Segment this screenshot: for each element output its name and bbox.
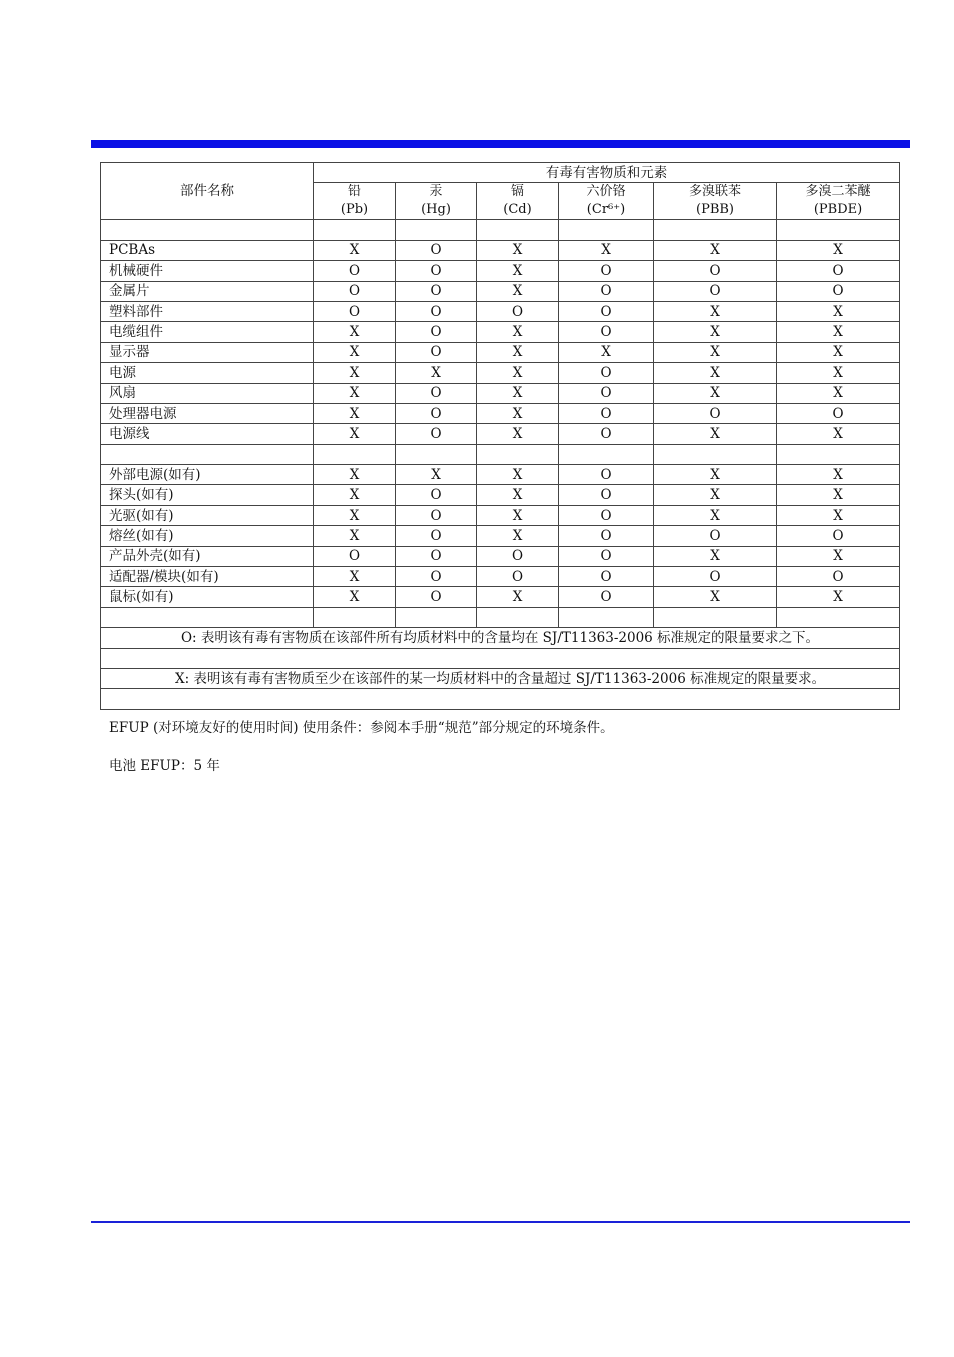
empty-cell — [314, 220, 396, 240]
substance-symbol: (PBB) — [696, 202, 734, 218]
substance-mark: X — [477, 505, 559, 525]
substance-mark: X — [654, 363, 777, 383]
table-row — [101, 240, 900, 260]
empty-cell — [101, 444, 314, 464]
o-legend: O: 表明该有毒有害物质在该部件所有均质材料中的含量均在 SJ/T11363-2006 标准规定的限量要求之下。 — [101, 628, 900, 648]
empty-cell — [101, 648, 900, 668]
substance-mark: X — [654, 424, 777, 444]
part-name: 外部电源(如有) — [101, 465, 314, 485]
empty-cell — [777, 220, 900, 240]
table-row — [101, 505, 900, 525]
substance-symbol: (PBDE) — [813, 202, 863, 218]
substance-mark: O — [477, 301, 559, 321]
substance-mark: O — [314, 546, 396, 566]
substance-mark: X — [777, 383, 900, 403]
substance-mark: X — [559, 240, 654, 260]
x-legend: X: 表明该有毒有害物质至少在该部件的某一均质材料中的含量超过 SJ/T11363-2006 标准规定的限量要求。 — [101, 668, 900, 688]
empty-cell — [396, 220, 477, 240]
part-name: 探头(如有) — [101, 485, 314, 505]
substance-mark: O — [396, 567, 477, 587]
substance-mark: O — [559, 546, 654, 566]
part-name: 处理器电源 — [101, 403, 314, 423]
substance-mark: X — [777, 485, 900, 505]
substance-mark: X — [777, 363, 900, 383]
substance-name: 多溴联苯 — [688, 184, 741, 200]
substance-mark: X — [477, 383, 559, 403]
header-rule — [91, 140, 910, 148]
substance-mark: O — [559, 322, 654, 342]
substance-mark: O — [777, 526, 900, 546]
substance-mark: X — [777, 546, 900, 566]
empty-cell — [654, 607, 777, 627]
substance-mark: X — [654, 587, 777, 607]
spacer-row — [101, 220, 900, 240]
table-row — [101, 424, 900, 444]
substance-mark: O — [654, 526, 777, 546]
substance-name: 铅 — [347, 184, 361, 200]
substance-mark: X — [777, 240, 900, 260]
substance-mark: O — [396, 403, 477, 423]
substance-mark: X — [777, 301, 900, 321]
substance-symbol: (Pb) — [340, 202, 369, 218]
substance-mark: X — [777, 342, 900, 362]
empty-cell — [101, 607, 314, 627]
substance-header — [777, 183, 900, 220]
substance-mark: O — [396, 240, 477, 260]
substance-mark: X — [559, 342, 654, 362]
part-name: 风扇 — [101, 383, 314, 403]
header-row — [101, 163, 900, 183]
substance-mark: X — [654, 546, 777, 566]
substance-mark: O — [559, 281, 654, 301]
table-row — [101, 383, 900, 403]
substance-mark: O — [559, 424, 654, 444]
substance-mark: O — [777, 281, 900, 301]
substance-mark: X — [314, 240, 396, 260]
table-row — [101, 342, 900, 362]
spacer-row — [101, 607, 900, 627]
battery-efup: 电池 EFUP：5 年 — [109, 758, 220, 774]
part-name: 鼠标(如有) — [101, 587, 314, 607]
substance-mark: X — [396, 465, 477, 485]
empty-cell — [396, 444, 477, 464]
substance-mark: X — [654, 505, 777, 525]
efup-note: EFUP (对环境友好的使用时间) 使用条件：参阅本手册“规范”部分规定的环境条件。 — [109, 720, 614, 736]
substance-header — [559, 183, 654, 220]
substance-symbol: (Hg) — [421, 202, 451, 218]
part-name: 电缆组件 — [101, 322, 314, 342]
table-row — [101, 567, 900, 587]
empty-cell — [559, 444, 654, 464]
substance-mark: O — [396, 587, 477, 607]
o-legend-row — [101, 628, 900, 648]
substance-mark: O — [559, 261, 654, 281]
substance-mark: O — [314, 281, 396, 301]
part-name: 产品外壳(如有) — [101, 546, 314, 566]
substance-mark: X — [654, 485, 777, 505]
spacer-row — [101, 444, 900, 464]
part-name: 机械硬件 — [101, 261, 314, 281]
substance-symbol: (Cr⁶⁺) — [586, 202, 626, 218]
part-name: 熔丝(如有) — [101, 526, 314, 546]
substance-header — [477, 183, 559, 220]
substance-mark: X — [477, 587, 559, 607]
part-name: PCBAs — [101, 240, 314, 260]
hazardous-substances-table — [100, 162, 900, 710]
substance-mark: X — [477, 465, 559, 485]
empty-cell — [477, 220, 559, 240]
substance-header — [654, 183, 777, 220]
substance-mark: O — [654, 403, 777, 423]
substance-mark: X — [314, 485, 396, 505]
part-name: 适配器/模块(如有) — [101, 567, 314, 587]
substance-mark: X — [314, 465, 396, 485]
substance-mark: O — [559, 505, 654, 525]
substance-name: 六价铬 — [586, 184, 626, 200]
table-row — [101, 546, 900, 566]
substance-mark: X — [396, 363, 477, 383]
substance-mark: O — [396, 424, 477, 444]
substance-mark: O — [396, 322, 477, 342]
table-row — [101, 485, 900, 505]
substance-mark: X — [314, 403, 396, 423]
substance-name: 镉 — [510, 184, 524, 200]
substance-mark: X — [314, 363, 396, 383]
substance-mark: X — [654, 383, 777, 403]
substance-mark: X — [314, 383, 396, 403]
empty-cell — [314, 607, 396, 627]
substance-mark: X — [477, 485, 559, 505]
part-name: 电源线 — [101, 424, 314, 444]
substance-name: 多溴二苯醚 — [805, 184, 871, 200]
substance-mark: O — [654, 567, 777, 587]
substance-mark: O — [559, 363, 654, 383]
substance-mark: X — [654, 342, 777, 362]
empty-cell — [101, 689, 900, 709]
part-name: 金属片 — [101, 281, 314, 301]
substance-mark: X — [777, 465, 900, 485]
substance-mark: X — [477, 281, 559, 301]
table-row — [101, 301, 900, 321]
part-name: 显示器 — [101, 342, 314, 362]
substance-mark: X — [654, 322, 777, 342]
substance-mark: X — [777, 587, 900, 607]
substance-mark: O — [396, 546, 477, 566]
substance-symbol: (Cd) — [503, 202, 532, 218]
substance-mark: X — [777, 424, 900, 444]
substance-mark: O — [314, 261, 396, 281]
empty-cell — [654, 220, 777, 240]
substance-mark: O — [777, 403, 900, 423]
substance-mark: O — [559, 301, 654, 321]
substance-mark: X — [654, 301, 777, 321]
substance-mark: O — [559, 567, 654, 587]
substance-mark: O — [396, 383, 477, 403]
table-row — [101, 261, 900, 281]
empty-cell — [654, 444, 777, 464]
substance-mark: X — [314, 342, 396, 362]
substance-mark: X — [477, 240, 559, 260]
substance-mark: X — [314, 424, 396, 444]
substance-mark: O — [396, 342, 477, 362]
substance-mark: O — [314, 301, 396, 321]
empty-cell — [477, 607, 559, 627]
substance-mark: X — [477, 261, 559, 281]
substance-name: 汞 — [429, 184, 443, 200]
substance-mark: O — [777, 567, 900, 587]
substance-mark: O — [559, 383, 654, 403]
substance-mark: X — [314, 505, 396, 525]
substance-mark: X — [777, 322, 900, 342]
substance-mark: X — [314, 567, 396, 587]
substance-header — [314, 183, 396, 220]
substance-mark: O — [559, 587, 654, 607]
substance-mark: O — [396, 281, 477, 301]
substance-header — [396, 183, 477, 220]
substance-mark: O — [396, 261, 477, 281]
substance-group-header: 有毒有害物质和元素 — [314, 163, 900, 183]
substance-mark: O — [396, 505, 477, 525]
substance-mark: O — [396, 485, 477, 505]
empty-cell — [777, 607, 900, 627]
table-row — [101, 322, 900, 342]
part-name: 塑料部件 — [101, 301, 314, 321]
table-row — [101, 526, 900, 546]
table-row — [101, 587, 900, 607]
substance-mark: X — [777, 505, 900, 525]
empty-cell — [314, 444, 396, 464]
table-row — [101, 363, 900, 383]
spacer-row — [101, 689, 900, 709]
substance-mark: X — [654, 465, 777, 485]
substance-mark: X — [477, 342, 559, 362]
substance-mark: O — [396, 526, 477, 546]
substance-mark: O — [477, 546, 559, 566]
table-row — [101, 465, 900, 485]
part-name: 电源 — [101, 363, 314, 383]
substance-mark: O — [559, 526, 654, 546]
empty-cell — [777, 444, 900, 464]
part-name-header: 部件名称 — [101, 163, 314, 220]
substance-mark: X — [314, 526, 396, 546]
empty-cell — [477, 444, 559, 464]
substance-mark: X — [477, 403, 559, 423]
empty-cell — [559, 220, 654, 240]
substance-mark: O — [559, 403, 654, 423]
substance-mark: O — [396, 301, 477, 321]
substance-mark: X — [477, 322, 559, 342]
substance-mark: X — [477, 363, 559, 383]
table-row — [101, 281, 900, 301]
substance-mark: O — [559, 485, 654, 505]
x-legend-row — [101, 668, 900, 688]
substance-mark: O — [654, 261, 777, 281]
substance-mark: X — [314, 587, 396, 607]
substance-mark: O — [477, 567, 559, 587]
substance-mark: X — [314, 322, 396, 342]
empty-cell — [396, 607, 477, 627]
substance-mark: X — [477, 424, 559, 444]
footer-rule — [91, 1221, 910, 1223]
substance-mark: O — [777, 261, 900, 281]
table-row — [101, 403, 900, 423]
empty-cell — [101, 220, 314, 240]
empty-cell — [559, 607, 654, 627]
substance-mark: O — [559, 465, 654, 485]
part-name: 光驱(如有) — [101, 505, 314, 525]
substance-mark: X — [477, 526, 559, 546]
substance-mark: X — [654, 240, 777, 260]
substance-mark: O — [654, 281, 777, 301]
spacer-row — [101, 648, 900, 668]
